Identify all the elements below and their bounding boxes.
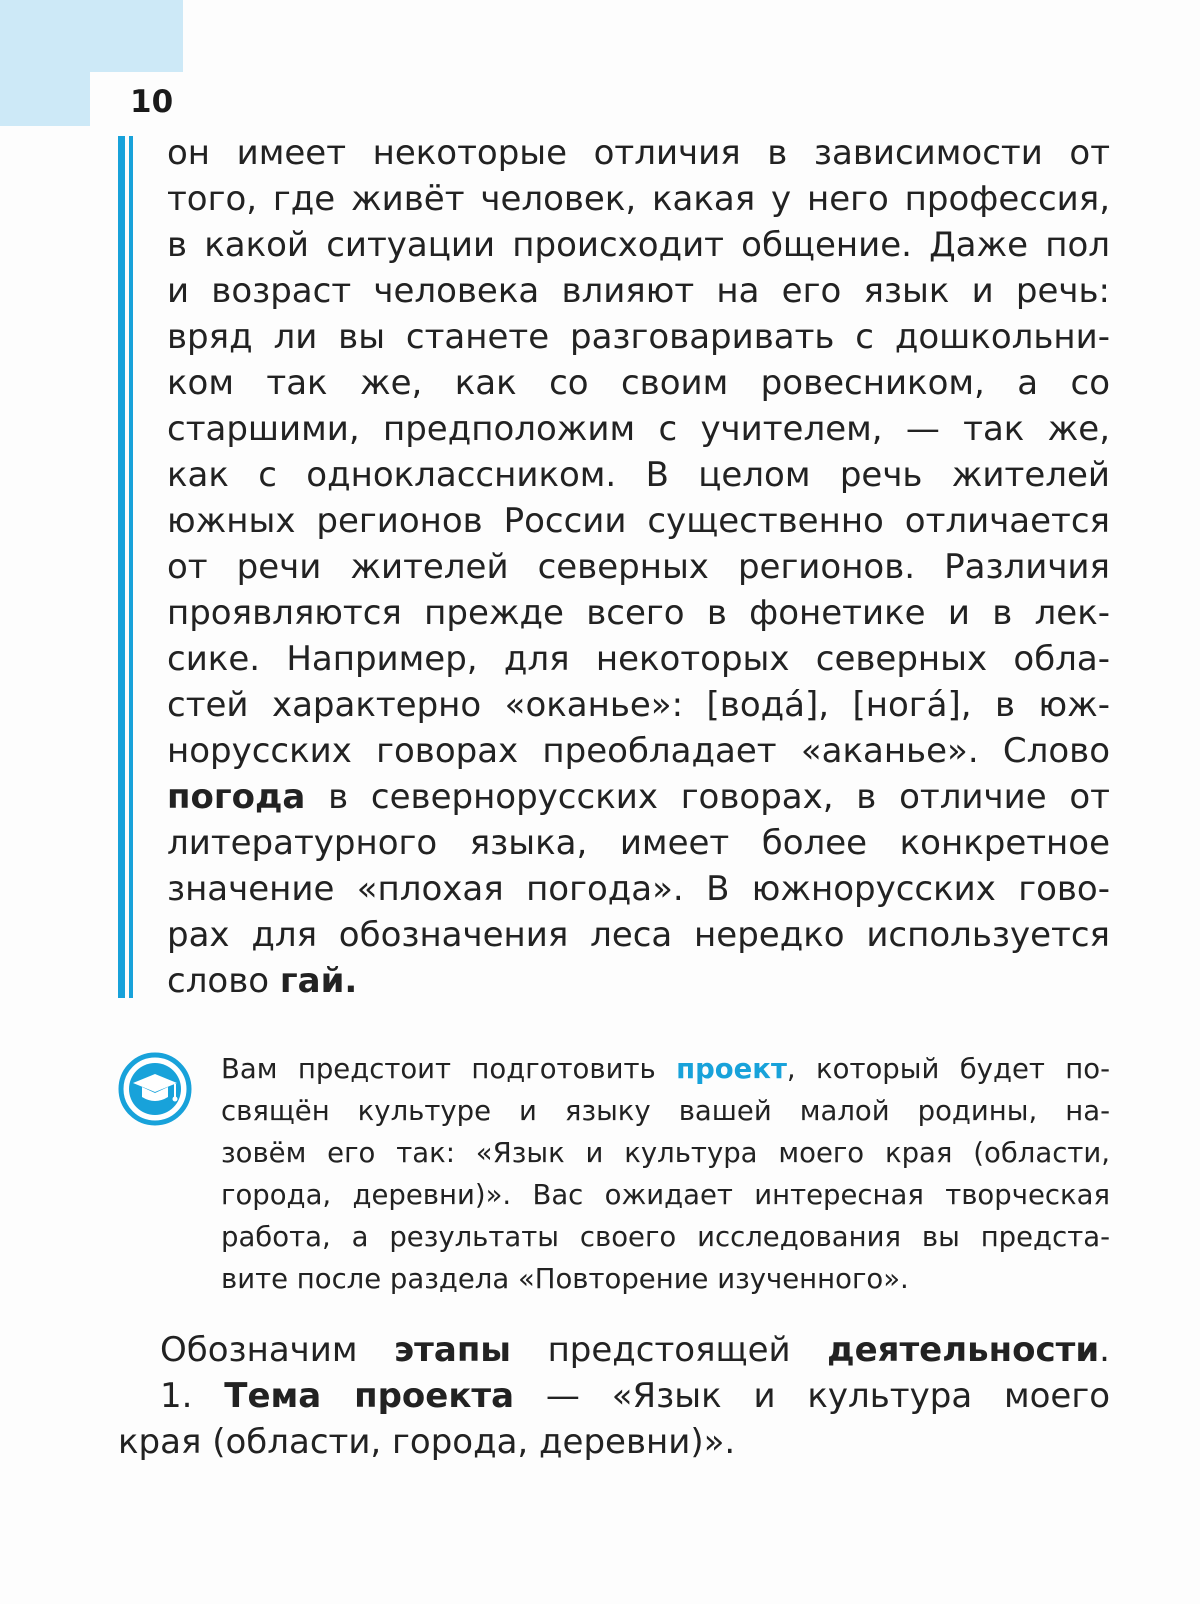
- quote-line: [167, 774, 1110, 820]
- quote-bar: [118, 136, 125, 998]
- task-line: работа, а результаты своего исследования вы предста-: [221, 1221, 1110, 1253]
- quote-line: [167, 958, 1110, 1004]
- stages-block: [118, 1327, 1110, 1465]
- quote-bar-thin: [129, 136, 133, 998]
- quote-block: [167, 130, 1110, 1004]
- term-stages: этапы: [394, 1330, 512, 1370]
- quote-line: литературного языка, имеет более конкретное: [167, 823, 1110, 863]
- term-gai: гай.: [279, 961, 358, 1001]
- term-project: проект: [676, 1053, 787, 1085]
- stages-text: предстоящей: [511, 1330, 828, 1370]
- quote-line: южных регионов России существенно отличается: [167, 501, 1110, 541]
- task-line: города, деревни)». Вас ожидает интересная творческая: [221, 1179, 1110, 1211]
- task-line: зовём его так: «Язык и культура моего края (области,: [221, 1137, 1110, 1169]
- quote-line: стей характерно «оканье»: [водá], [ногá], в юж-: [167, 685, 1110, 725]
- stages-line: края (области, города, деревни)».: [118, 1422, 736, 1462]
- stages-text: 1.: [160, 1376, 225, 1416]
- stages-line: [160, 1373, 1110, 1419]
- graduation-cap-icon: [117, 1051, 193, 1127]
- quote-line: того, где живёт человек, какая у него профессия,: [167, 179, 1110, 219]
- stages-line: [160, 1327, 1110, 1373]
- quote-line: вряд ли вы станете разговаривать с дошкольни-: [167, 317, 1110, 357]
- quote-line: в какой ситуации происходит общение. Даже пол: [167, 225, 1110, 265]
- quote-line: от речи жителей северных регионов. Различия: [167, 547, 1110, 587]
- term-activity: деятельности: [827, 1330, 1100, 1370]
- quote-line: и возраст человека влияют на его язык и речь:: [167, 271, 1110, 311]
- quote-line: ком так же, как со своим ровесником, а со: [167, 363, 1110, 403]
- task-line: вите после раздела «Повторение изученного».: [221, 1263, 909, 1295]
- term-project-topic: Тема проекта: [224, 1376, 515, 1416]
- quote-text: в севернорусских говорах, в отличие от: [305, 777, 1110, 817]
- stages-text: .: [1099, 1330, 1110, 1370]
- task-text: Вам предстоит подготовить: [221, 1053, 677, 1085]
- project-task: [221, 1048, 1110, 1300]
- page-number: 10: [130, 84, 174, 120]
- term-pogoda: погода: [167, 777, 306, 817]
- quote-line: значение «плохая погода». В южнорусских гово-: [167, 869, 1110, 909]
- quote-line: он имеет некоторые отличия в зависимости от: [167, 133, 1110, 173]
- quote-line: проявляются прежде всего в фонетике и в лек-: [167, 593, 1110, 633]
- quote-line: старшими, предположим с учителем, — так же,: [167, 409, 1110, 449]
- task-line: свящён культуре и языку вашей малой родины, на-: [221, 1095, 1110, 1127]
- quote-line: норусских говорах преобладает «аканье». Слово: [167, 731, 1110, 771]
- quote-text: слово: [167, 961, 280, 1001]
- stages-text: Обозначим: [160, 1330, 395, 1370]
- quote-line: рах для обозначения леса нередко используется: [167, 915, 1110, 955]
- task-line: [221, 1048, 1110, 1090]
- quote-line: сике. Например, для некоторых северных обла-: [167, 639, 1110, 679]
- stages-text: — «Язык и культура моего: [514, 1376, 1110, 1416]
- task-text: , который будет по-: [786, 1053, 1110, 1085]
- quote-line: как с одноклассником. В целом речь жителей: [167, 455, 1110, 495]
